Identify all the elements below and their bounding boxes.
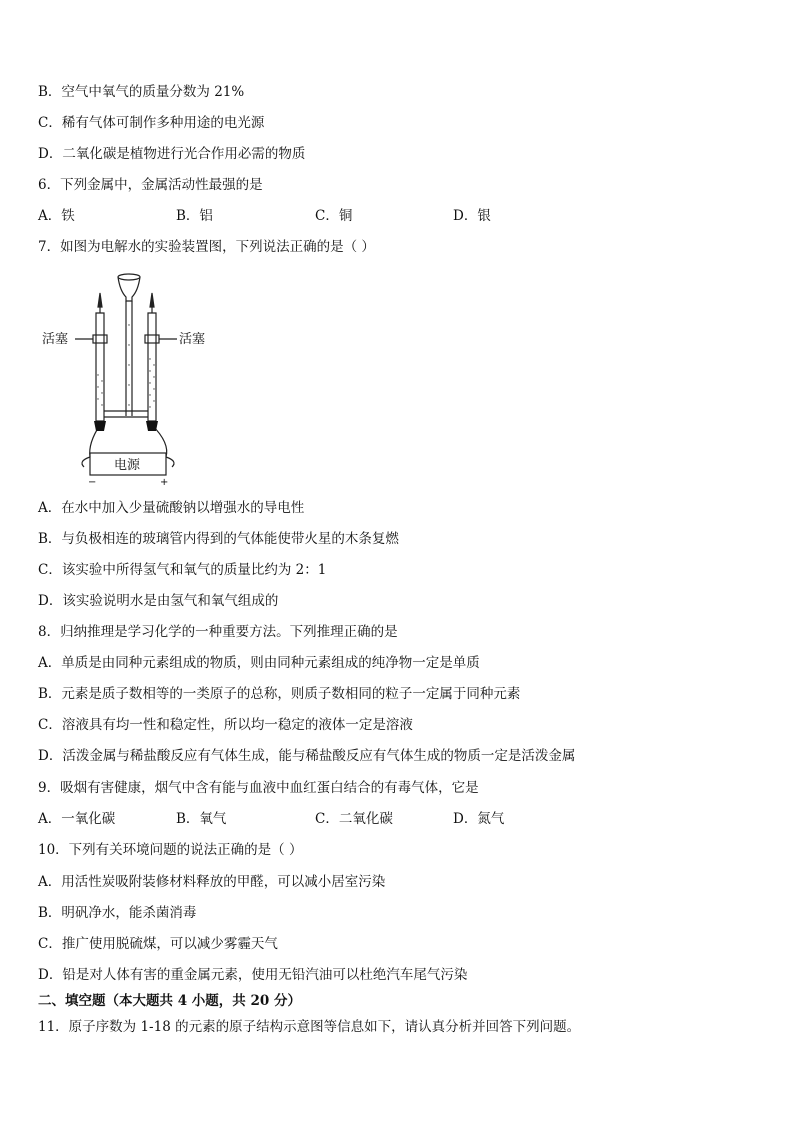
q10-stem: 10．下列有关环境问题的说法正确的是（ ） [38,842,303,858]
left-stopcock-label: 活塞 [42,332,69,347]
q6-option-d: D．银 [453,208,491,224]
q5-option-d: D．二氧化碳是植物进行光合作用必需的物质 [38,146,306,162]
q6-option-c: C．铜 [315,208,353,224]
q9-option-b: B．氧气 [176,811,227,827]
q8-option-b: B．元素是质子数相等的一类原子的总称，则质子数相同的粒子一定属于同种元素 [38,686,521,702]
q5-option-b: B．空气中氧气的质量分数为 21% [38,84,245,100]
q10-option-d: D．铅是对人体有害的重金属元素，使用无铅汽油可以杜绝汽车尾气污染 [38,967,468,983]
q6-option-b: B．铝 [176,208,213,224]
q5-option-c: C．稀有气体可制作多种用途的电光源 [38,115,265,131]
q11-stem: 11．原子序数为 1-18 的元素的原子结构示意图等信息如下，请认真分析并回答下列问题。 [38,1019,581,1035]
q8-option-d: D．活泼金属与稀盐酸反应有气体生成，能与稀盐酸反应有气体生成的物质一定是活泼金属 [38,748,576,764]
q10-option-b: B．明矾净水，能杀菌消毒 [38,905,197,921]
q9-stem: 9．吸烟有害健康，烟气中含有能与血液中血红蛋白结合的有毒气体，它是 [38,780,479,796]
q10-option-a: A．用活性炭吸附装修材料释放的甲醛，可以减小居室污染 [38,874,386,890]
electrolysis-apparatus-figure [38,265,228,487]
negative-terminal-label: − [88,477,97,487]
q6-option-a: A．铁 [38,208,75,224]
q8-stem: 8．归纳推理是学习化学的一种重要方法。下列推理正确的是 [38,624,398,640]
q7-stem: 7．如图为电解水的实验装置图，下列说法正确的是（ ） [38,239,375,255]
q7-option-a: A．在水中加入少量硫酸钠以增强水的导电性 [38,500,305,516]
power-source-label: 电源 [114,458,141,473]
q9-option-c: C．二氧化碳 [315,811,393,827]
q7-option-d: D．该实验说明水是由氢气和氧气组成的 [38,593,279,609]
q9-option-a: A．一氧化碳 [38,811,116,827]
q10-option-c: C．推广使用脱硫煤，可以减少雾霾天气 [38,936,278,952]
q6-stem: 6．下列金属中，金属活动性最强的是 [38,177,263,193]
right-stopcock-label: 活塞 [179,332,206,347]
q8-option-c: C．溶液具有均一性和稳定性，所以均一稳定的液体一定是溶液 [38,717,413,733]
q8-option-a: A．单质是由同种元素组成的物质，则由同种元素组成的纯净物一定是单质 [38,655,480,671]
positive-terminal-label: + [160,477,169,487]
q7-option-c: C．该实验中所得氢气和氧气的质量比约为 2：1 [38,562,327,578]
q9-option-d: D．氮气 [453,811,505,827]
section-2-heading: 二、填空题（本大题共 4 小题，共 20 分） [38,993,301,1009]
q7-option-b: B．与负极相连的玻璃管内得到的气体能使带火星的木条复燃 [38,531,399,547]
